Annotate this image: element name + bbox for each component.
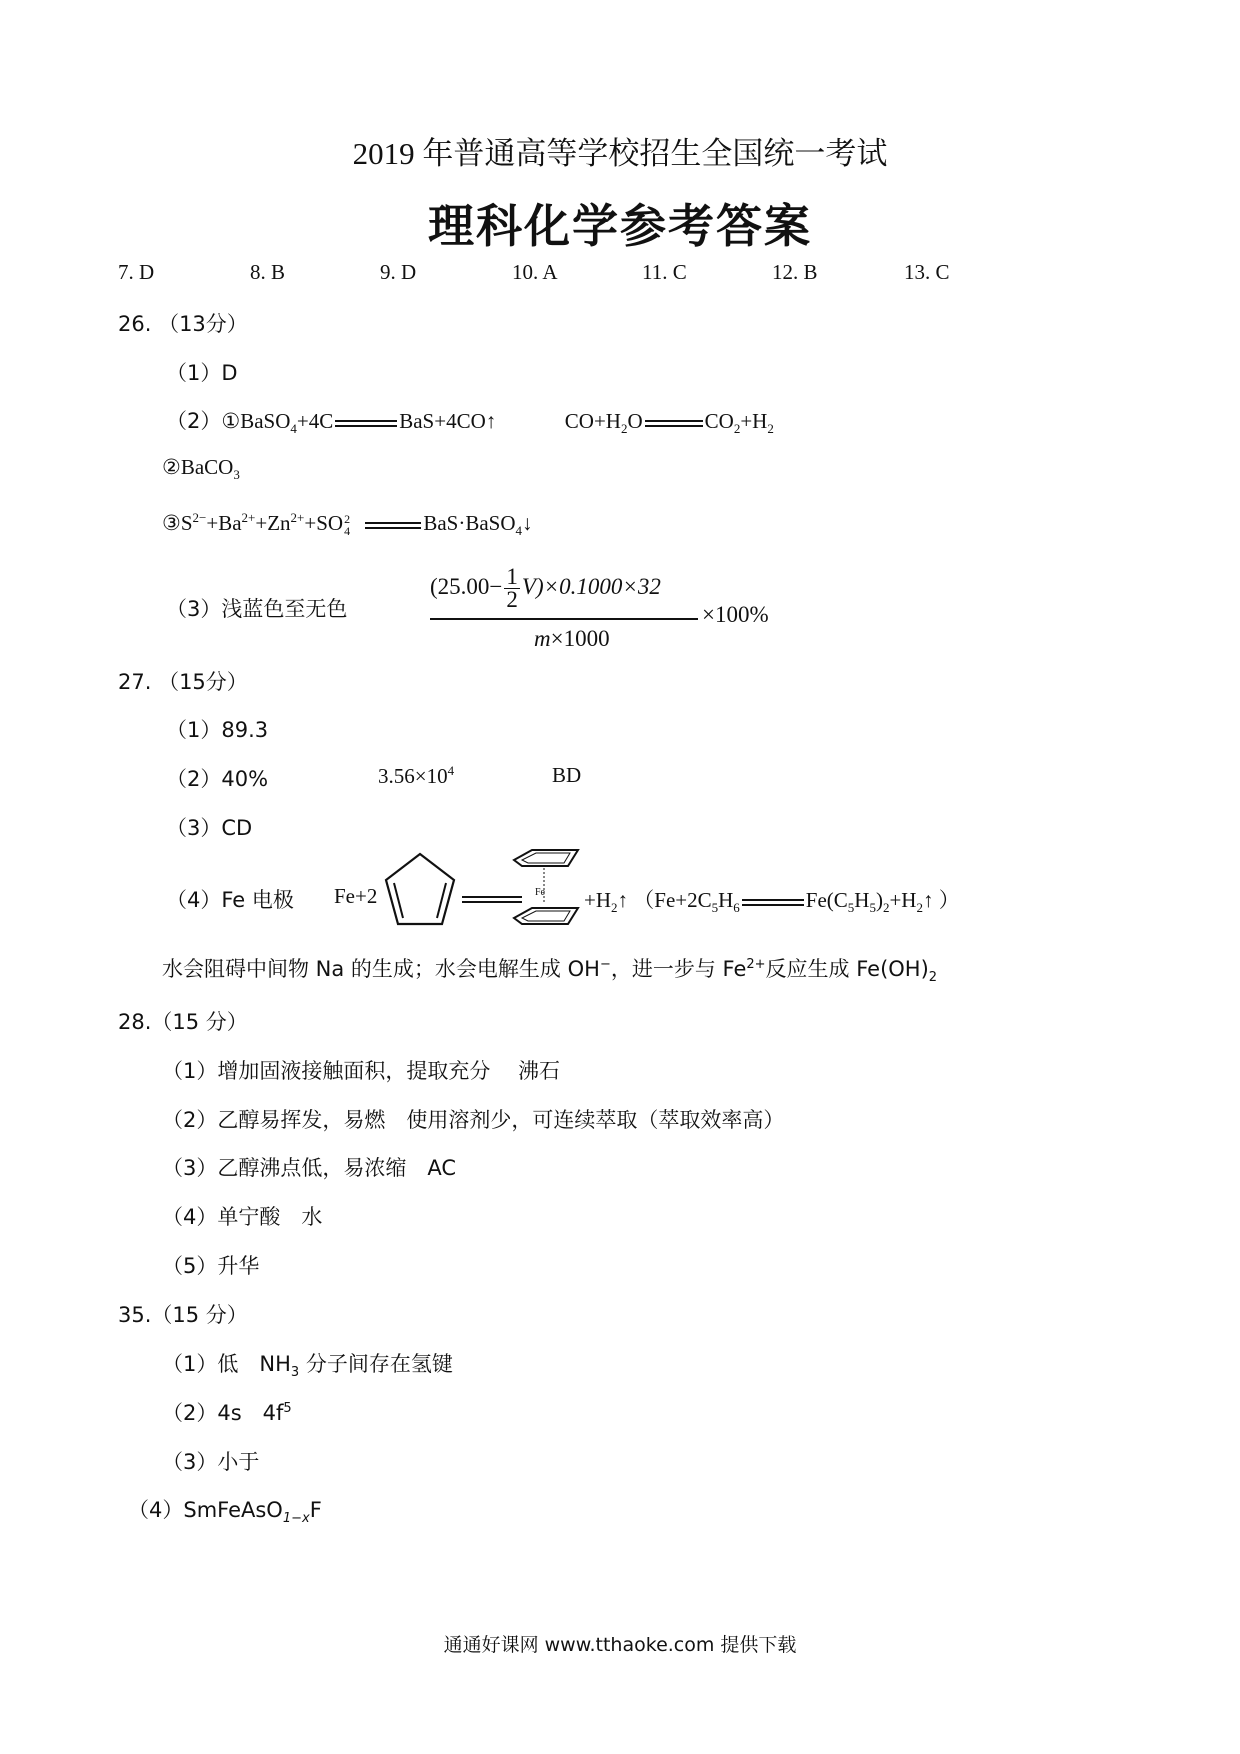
q26-answer-3: （3）浅蓝色至无色: [166, 597, 348, 621]
q28-answer-1: （1）增加固液接触面积，提取充分 沸石: [162, 1059, 561, 1083]
equals-arrow-icon: [335, 420, 397, 427]
q35-answer-2: （2）4s $4f^5$: [162, 1401, 292, 1425]
q27-note: 水会阻碍中间物 Na 的生成；水会电解生成 OH−，进一步与 $Fe^{2+}$反应生成 $Fe(OH)_2$: [162, 957, 938, 986]
mc-answer: 7. D: [118, 260, 155, 284]
q26-answer-2-equations: （2）①BaSO$_4$+4C BaS+4CO↑ $CO+H_2O$ $CO_2+H_2$: [166, 409, 774, 437]
q27-answer-2: （2）40%: [166, 767, 269, 791]
q26-answer-2c: $③S^{2-}+Ba^{2+}+Zn^{2+}+SO$ 2 4 BaS·BaSO$_4$↓: [162, 510, 533, 539]
q28-heading: 28.（15 分）: [118, 1010, 248, 1034]
ferrocene-structure-icon: [506, 838, 584, 936]
mc-answer: 12. B: [772, 260, 818, 284]
q35-heading: 35.（15 分）: [118, 1303, 248, 1327]
q27-heading: 27. （15分）: [118, 670, 248, 694]
q26-answer-1: （1）D: [166, 361, 238, 385]
q28-answer-2: （2）乙醇易挥发，易燃 使用溶剂少，可连续萃取（萃取效率高）: [162, 1108, 785, 1132]
q35-answer-3: （3）小于: [162, 1450, 260, 1474]
equals-arrow-icon: [645, 420, 703, 427]
q26-answer-2b: ②BaCO$_3$: [162, 455, 240, 483]
q27-answer-2-value: $3.56\times 10^4$: [378, 763, 455, 788]
fraction-bar: [430, 618, 698, 620]
answer-key-title: 理科化学参考答案: [428, 199, 812, 253]
q35-answer-1: （1）低 $NH_3$ 分子间存在氢键: [162, 1352, 453, 1381]
exam-title: 2019 年普通高等学校招生全国统一考试: [352, 136, 888, 171]
mc-answer: 13. C: [904, 260, 950, 284]
mc-answer: 9. D: [380, 260, 417, 284]
footer-source: 通通好课网 www.tthaoke.com 提供下载: [443, 1634, 797, 1656]
equals-arrow-icon: [365, 522, 421, 529]
q28-answer-4: （4）单宁酸 水: [162, 1205, 323, 1229]
q27-answer-4-label: （4）Fe 电极: [166, 888, 294, 912]
q27-answer-2-choice: BD: [552, 763, 582, 787]
equals-arrow-icon: [742, 899, 804, 906]
q28-answer-5: （5）升华: [162, 1254, 260, 1278]
q35-answer-4: （4）SmFeAsO$_{1-x}$F: [128, 1498, 322, 1527]
q27-eq-right: $+H_2↑$ （$Fe+2C_5H_6$ $Fe(C_5H_5)_2+H_2↑$ ）: [584, 888, 960, 916]
ferrocene-fe-label: Fe: [535, 887, 545, 898]
q26-heading: 26. （13分）: [118, 312, 248, 336]
q27-answer-3: （3）CD: [166, 816, 253, 840]
q27-eq-left: Fe+2: [334, 884, 378, 908]
mc-answer: 11. C: [642, 260, 687, 284]
mc-answer: 8. B: [250, 260, 286, 284]
q27-answer-1: （1）89.3: [166, 718, 269, 742]
q28-answer-3: （3）乙醇沸点低，易浓缩 AC: [162, 1156, 457, 1180]
cyclopentadiene-structure-icon: [382, 848, 458, 930]
mc-answer: 10. A: [512, 260, 558, 284]
